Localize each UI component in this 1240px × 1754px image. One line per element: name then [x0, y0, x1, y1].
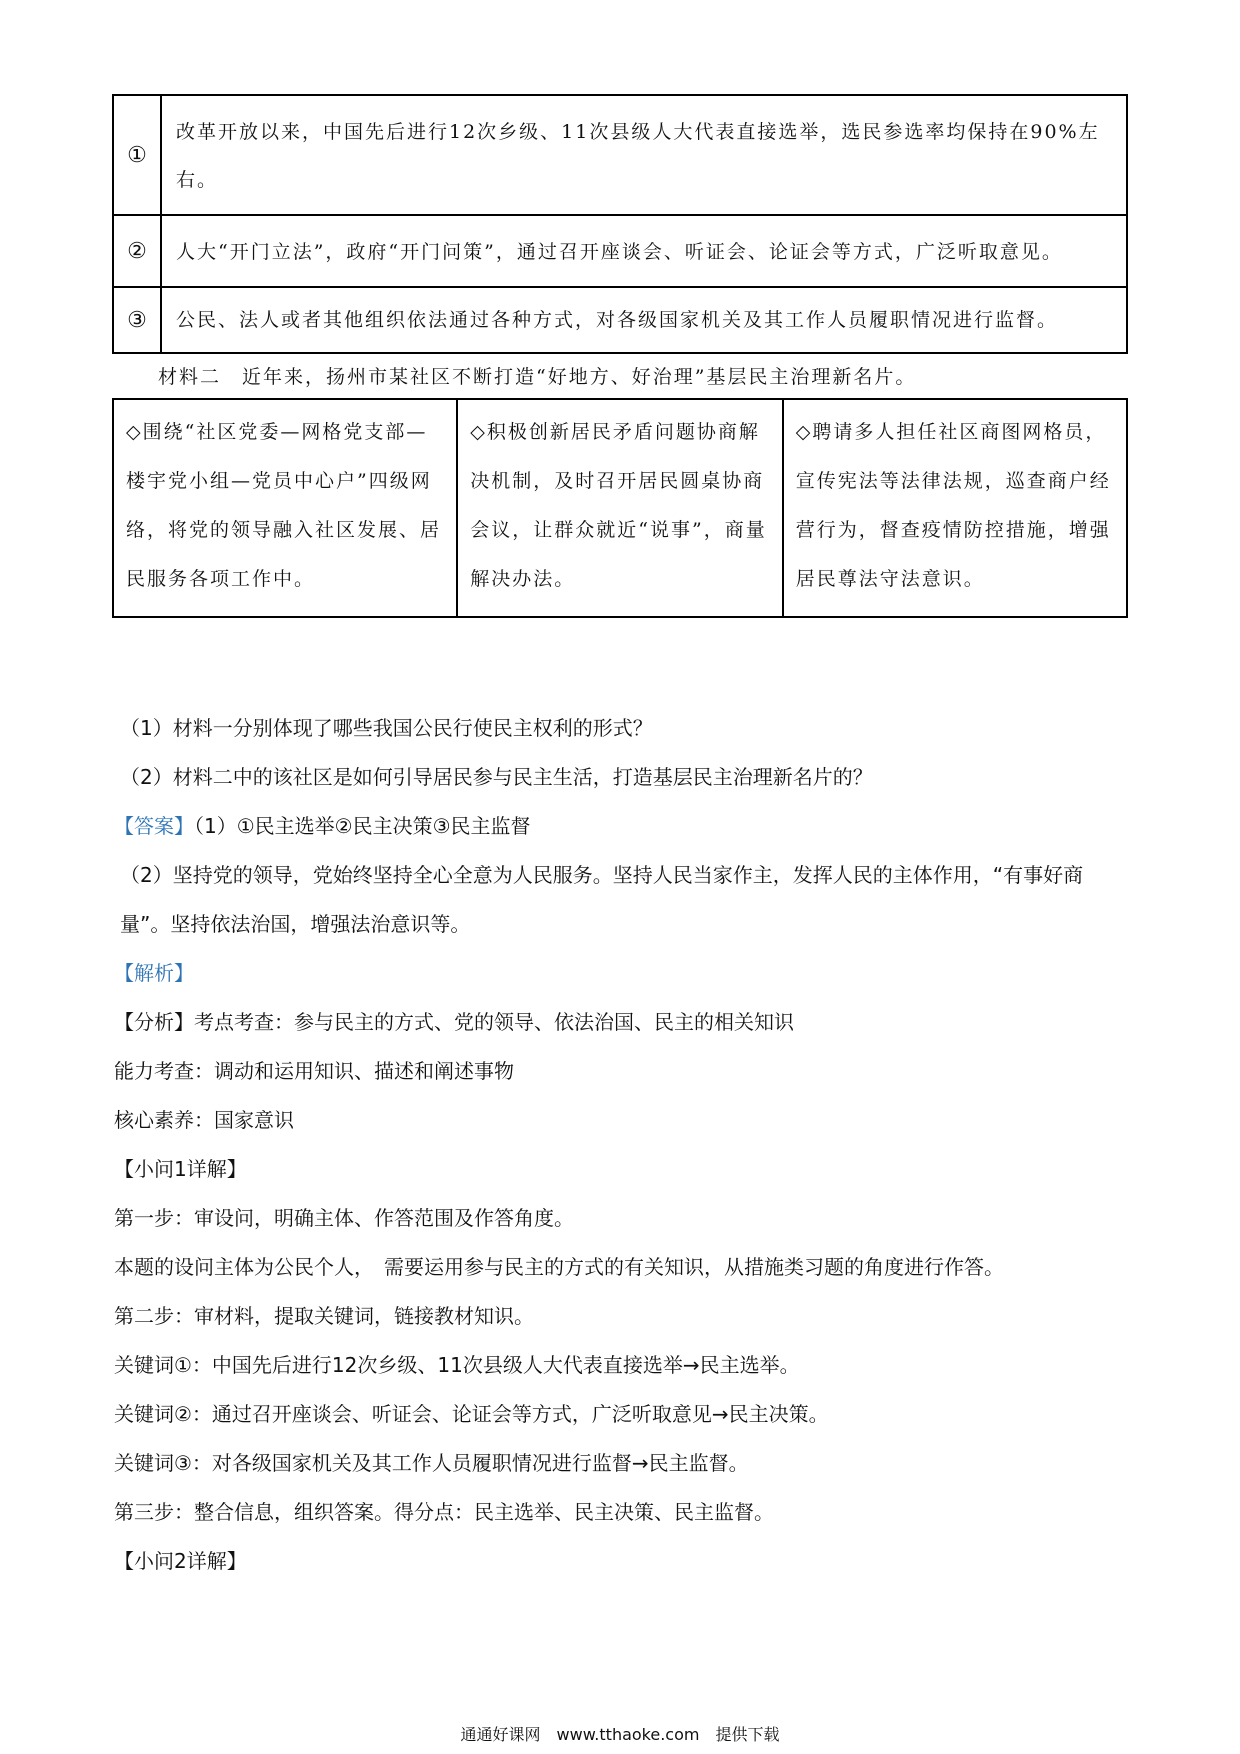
- answer-label: 【答案】: [114, 814, 194, 838]
- table-row: [113, 215, 1127, 287]
- analysis-line: 【小问1详解】: [114, 1157, 247, 1181]
- analysis-line: 【小问2详解】: [114, 1549, 247, 1573]
- row-text: 改革开放以来，中国先后进行12次乡级、11次县级人大代表直接选举，选民参选率均保持在90%左右。: [161, 95, 1127, 215]
- analysis-line: 【分析】考点考查：参与民主的方式、党的领导、依法治国、民主的相关知识: [114, 1010, 794, 1034]
- answer-line-1: [114, 802, 1130, 851]
- analysis-line: 关键词③：对各级国家机关及其工作人员履职情况进行监督→民主监督。: [114, 1451, 749, 1475]
- analysis-line: 第二步：审材料，提取关键词，链接教材知识。: [114, 1304, 534, 1328]
- analysis-line: 核心素养：国家意识: [114, 1108, 294, 1132]
- table-row: [113, 95, 1127, 215]
- row-number: ①: [113, 95, 161, 215]
- answer-2: （2）坚持党的领导，党始终坚持全心全意为人民服务。坚持人民当家作主，发挥人民的主体作用，“有事好商量”。坚持依法治国，增强法治意识等。: [120, 863, 1084, 936]
- material-section: [112, 94, 1128, 618]
- analysis-label: 【解析】: [114, 961, 194, 985]
- material2-cell: ◇积极创新居民矛盾问题协商解决机制，及时召开居民圆桌协商会议，让群众就近“说事”，商量解决办法。: [457, 399, 782, 617]
- material2-cell: ◇围绕“社区党委—网格党支部—楼宇党小组—党员中心户”四级网络，将党的领导融入社区发展、居民服务各项工作中。: [113, 399, 457, 617]
- material1-table: [112, 94, 1128, 354]
- answer-1: （1）①民主选举②民主决策③民主监督: [194, 814, 531, 838]
- analysis-line: 本题的设问主体为公民个人， 需要运用参与民主的方式的有关知识，从措施类习题的角度进行作答。: [114, 1255, 1004, 1279]
- question-2: （2）材料二中的该社区是如何引导居民参与民主生活，打造基层民主治理新名片的？: [120, 765, 873, 789]
- page-footer: 通通好课网 www.tthaoke.com 提供下载: [460, 1725, 780, 1744]
- row-number: ③: [113, 287, 161, 353]
- analysis-line: 第三步：整合信息，组织答案。得分点：民主选举、民主决策、民主监督。: [114, 1500, 774, 1524]
- analysis-line: 第一步：审设问，明确主体、作答范围及作答角度。: [114, 1206, 574, 1230]
- material2-table: [112, 398, 1128, 618]
- analysis-line: 关键词②：通过召开座谈会、听证会、论证会等方式，广泛听取意见→民主决策。: [114, 1402, 829, 1426]
- row-text: 公民、法人或者其他组织依法通过各种方式，对各级国家机关及其工作人员履职情况进行监督。: [161, 287, 1127, 353]
- material2-intro: 材料二 近年来，扬州市某社区不断打造“好地方、好治理”基层民主治理新名片。: [158, 366, 917, 388]
- analysis-line: 能力考查：调动和运用知识、描述和阐述事物: [114, 1059, 514, 1083]
- row-text: 人大“开门立法”，政府“开门问策”，通过召开座谈会、听证会、论证会等方式，广泛听取意见。: [161, 215, 1127, 287]
- analysis-line: 关键词①：中国先后进行12次乡级、11次县级人大代表直接选举→民主选举。: [114, 1353, 800, 1377]
- table-row: [113, 287, 1127, 353]
- question-answer-section: [114, 704, 1130, 1586]
- row-number: ②: [113, 215, 161, 287]
- material2-cell: ◇聘请多人担任社区商图网格员，宣传宪法等法律法规，巡查商户经营行为，督查疫情防控措施，增强居民尊法守法意识。: [783, 399, 1127, 617]
- table-row: [113, 399, 1127, 617]
- question-1: （1）材料一分别体现了哪些我国公民行使民主权利的形式？: [120, 716, 653, 740]
